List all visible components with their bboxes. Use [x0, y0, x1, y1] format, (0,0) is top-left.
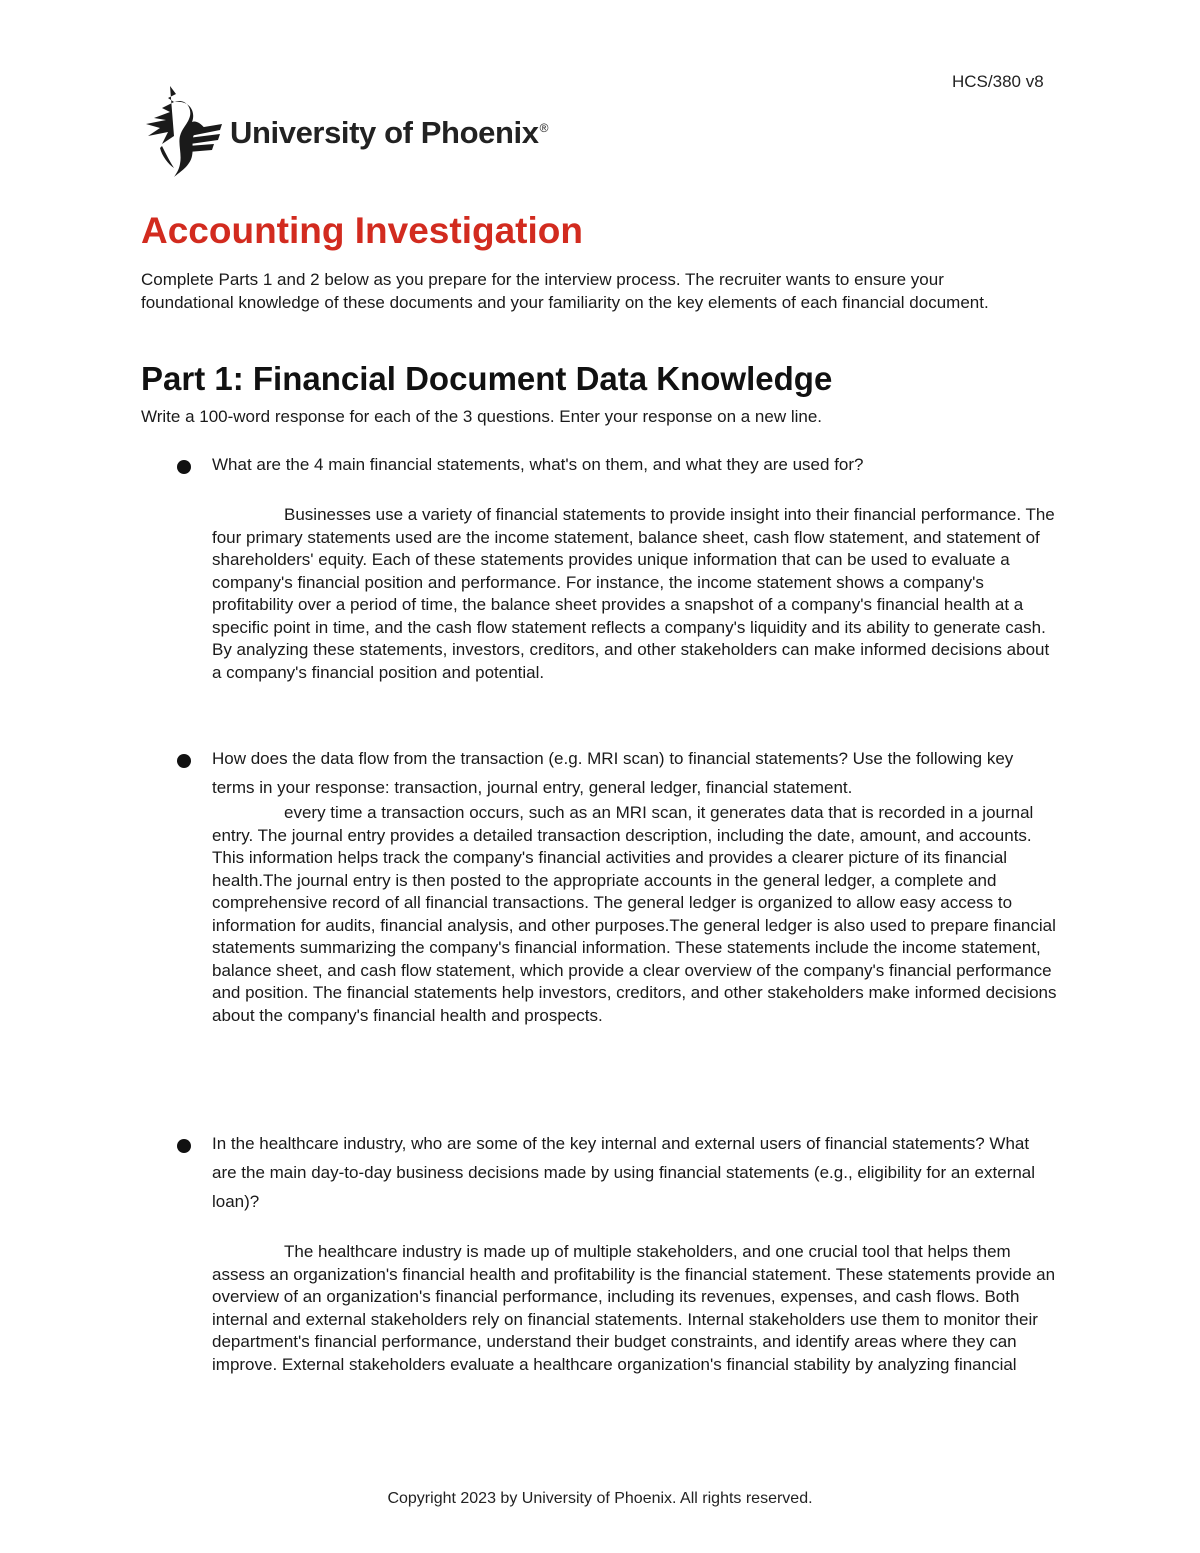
- university-logo: [140, 84, 548, 178]
- course-code: HCS/380 v8: [952, 72, 1044, 91]
- intro-paragraph: Complete Parts 1 and 2 below as you prepare for the interview process. The recruiter wants to ensure your foundational knowledge of these documents and your familiarity on the key elements of each financial document.: [141, 270, 989, 312]
- question-1: What are the 4 main financial statements, what's on them, and what they are used for?: [212, 455, 864, 474]
- answer-2[interactable]: every time a transaction occurs, such as an MRI scan, it generates data that is recorded in a journal entry. The journal entry provides a detailed transaction description, including the date, amount, and accounts. This information helps track the company's financial activities and provides a clearer picture of its financial health.The journal entry is then posted to the appropriate accounts in the general ledger, a complete and comprehensive record of all financial transactions. The general ledger is organized to allow easy access to information for audits, financial analysis, and other purposes.The general ledger is also used to prepare financial statements summarizing the company's financial information. These statements include the income statement, balance sheet, and cash flow statement, which provide a clear overview of the company's financial performance and position. The financial statements help investors, creditors, and other stakeholders make informed decisions about the company's financial health and prospects.: [212, 803, 1057, 1025]
- answer-1[interactable]: Businesses use a variety of financial statements to provide insight into their financial performance. The four primary statements used are the income statement, balance sheet, cash flow statement, and statement of shareholders' equity. Each of these statements provides unique information that can be used to evaluate a company's financial position and performance. For instance, the income statement shows a company's profitability over a period of time, the balance sheet provides a snapshot of a company's financial health at a specific point in time, and the cash flow statement reflects a company's liquidity and its ability to generate cash. By analyzing these statements, investors, creditors, and other stakeholders can make informed decisions about a company's financial position and potential.: [212, 505, 1055, 682]
- part-1-title: Part 1: Financial Document Data Knowledge: [141, 360, 833, 397]
- logo-name: University of Phoenix: [230, 115, 539, 150]
- question-block-3: [177, 1129, 1057, 1376]
- part-1-instructions: Write a 100-word response for each of the 3 questions. Enter your response on a new line.: [141, 407, 823, 426]
- question-3: In the healthcare industry, who are some of the key internal and external users of financial statements? What are the main day-to-day business decisions made by using financial statements (e.g., eligibility for an external loan)?: [212, 1134, 1036, 1211]
- bullet-icon: [177, 460, 191, 474]
- bullet-icon: [177, 754, 191, 768]
- phoenix-bird-icon: [140, 84, 224, 178]
- question-block-1: [177, 450, 1057, 684]
- logo-wordmark: [230, 115, 548, 151]
- bullet-icon: [177, 1139, 191, 1153]
- document-title: Accounting Investigation: [141, 210, 583, 251]
- question-2: How does the data flow from the transaction (e.g. MRI scan) to financial statements? Use the following key terms in your response: transaction, journal entry, general ledger, financial statement.: [212, 749, 1014, 797]
- answer-3[interactable]: The healthcare industry is made up of multiple stakeholders, and one crucial tool that helps them assess an organization's financial health and profitability is the financial statement. These statements provide an overview of an organization's financial performance, including its revenues, expenses, and cash flows. Both internal and external stakeholders rely on financial statements. Internal stakeholders use them to monitor their department's financial performance, understand their budget constraints, and identify areas where they can improve. External stakeholders evaluate a healthcare organization's financial stability by analyzing financial: [212, 1242, 1056, 1374]
- question-block-2: [177, 744, 1057, 1027]
- registered-mark: ®: [539, 120, 549, 135]
- copyright-footer: Copyright 2023 by University of Phoenix. All rights reserved.: [387, 1490, 813, 1507]
